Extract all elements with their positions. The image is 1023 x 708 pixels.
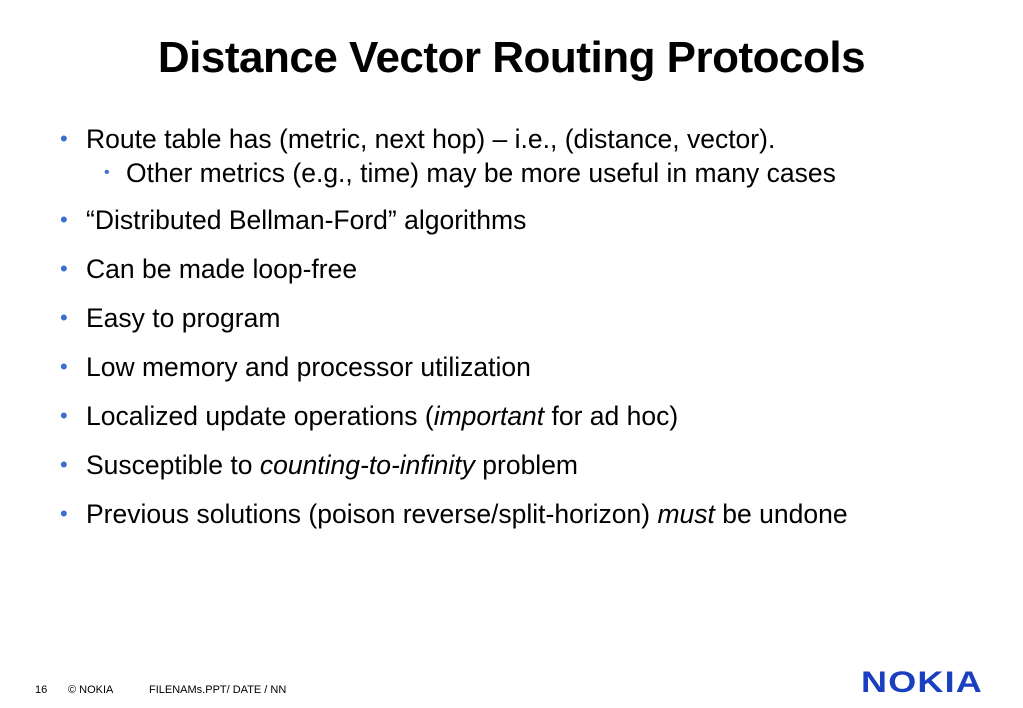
bullet-item xyxy=(60,301,960,335)
bullet-text: Route table has (metric, next hop) – i.e., (distance, vector). xyxy=(86,124,776,154)
bullet-item xyxy=(60,122,960,190)
footer-page-number: 16 xyxy=(35,684,48,696)
bullet-text-emphasis: counting-to-infinity xyxy=(259,450,475,480)
bullet-icon: • xyxy=(60,305,68,330)
bullet-icon: • xyxy=(60,126,68,151)
bullet-text: “Distributed Bellman-Ford” algorithms xyxy=(86,205,527,235)
sub-bullet-icon: • xyxy=(104,164,110,181)
sub-bullet-text: Other metrics (e.g., time) may be more useful in many cases xyxy=(126,158,836,188)
sub-bullet-list xyxy=(86,156,960,190)
slide-title: Distance Vector Routing Protocols xyxy=(157,33,866,82)
bullet-text-emphasis: must xyxy=(657,499,715,529)
bullet-item xyxy=(60,497,960,531)
bullet-text: Low memory and processor utilization xyxy=(86,352,531,382)
bullet-list xyxy=(60,122,960,546)
bullet-icon: • xyxy=(60,354,68,379)
bullet-item xyxy=(60,399,960,433)
bullet-item xyxy=(60,350,960,384)
bullet-icon: • xyxy=(60,501,68,526)
bullet-text-pre: Localized update operations ( xyxy=(86,401,434,431)
bullet-icon: • xyxy=(60,452,68,477)
bullet-text-post: problem xyxy=(474,450,579,480)
bullet-text-emphasis: important xyxy=(433,401,545,431)
sub-bullet-item xyxy=(86,156,916,190)
bullet-text: Easy to program xyxy=(86,303,281,333)
bullet-icon: • xyxy=(60,207,68,232)
bullet-item xyxy=(60,448,960,482)
footer-copyright: © NOKIA xyxy=(68,684,114,696)
bullet-text-pre: Susceptible to xyxy=(86,450,260,480)
bullet-text: Can be made loop-free xyxy=(86,254,358,284)
nokia-logo: NOKIA xyxy=(861,666,984,699)
footer-file-info: FILENAMs.PPT/ DATE / NN xyxy=(149,684,287,696)
bullet-text-post: for ad hoc) xyxy=(544,401,679,431)
bullet-text-post: be undone xyxy=(714,499,848,529)
bullet-item xyxy=(60,203,960,237)
bullet-icon: • xyxy=(60,256,68,281)
bullet-item xyxy=(60,252,960,286)
bullet-text-pre: Previous solutions (poison reverse/split-horizon) xyxy=(86,499,658,529)
bullet-icon: • xyxy=(60,403,68,428)
